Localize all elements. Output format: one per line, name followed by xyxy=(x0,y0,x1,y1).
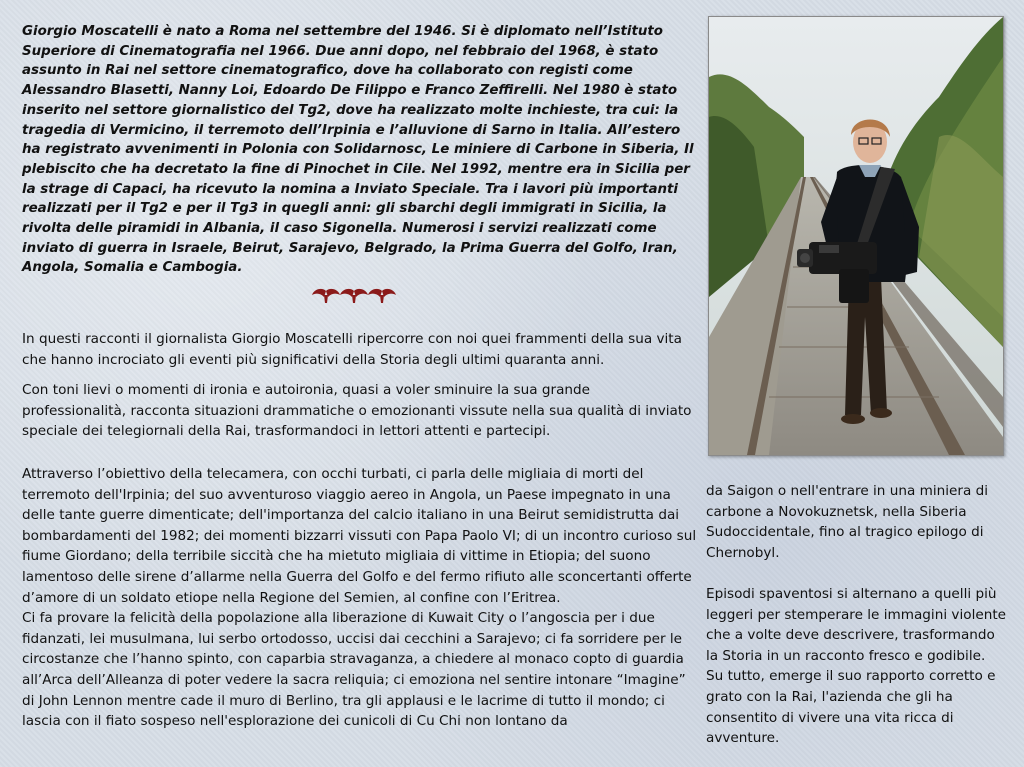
journalist-on-railway-photo xyxy=(708,16,1004,456)
continuation-paragraph: da Saigon o nell'entrare in una miniera di carbone a Novokuznetsk, nella Siberia Sudoccidentale, fino al tragico epilogo di Chernobyl. xyxy=(706,483,989,561)
stories-paragraph-part-1: Attraverso l’obiettivo della telecamera, con occhi turbati, ci parla delle migliaia di morti del terremoto dell'Irpinia; del suo avventuroso viaggio aereo in Angola, un Paese impegnato in una delle tante guerre dimenticate; dell'importanza del calcio italiano in una Beirut semidistrutta dai bombardamenti del 1982; dei momenti bizzarri vissuti con Papa Paolo VI; di un incontro curioso sul fiume Giordano; della terribile siccità che ha mietuto migliaia di vittime in Etiopia; del suono lamentoso delle sirene d’allarme nella Guerra del Golfo e del fermo rifiuto alle sconcertanti offerte d’amore di un soldato etiope nella Regione del Semien, al confine con l’Eritrea. xyxy=(22,466,697,606)
stories-paragraph-part-2: Ci fa provare la felicità della popolazione alla liberazione di Kuwait City o l’angoscia per i due fidanzati, lei musulmana, lui serbo ortodosso, uccisi dai cecchini a Sarajevo; ci fa sorridere per le circostanze che l’hanno spinto, con caparbia stravaganza, a chiedere al monaco copto di guardia all’Arca dell’Alleanza di poter vedere la sacra reliquia; ci emoziona nel sentire intonare “Imagine” di John Lennon mentre cade il muro di Berlino, tra gli applausi e le lacrime di tutto il mondo; ci lascia con il fiato sospeso nell'esplorazione dei cunicoli di Cu Chi non lontano da xyxy=(22,610,686,730)
stories-paragraph xyxy=(22,464,698,732)
floral-divider-icon xyxy=(306,287,402,305)
tone-paragraph: Con toni lievi o momenti di ironia e autoironia, quasi a voler sminuire la sua grande professionalità, racconta situazioni drammatiche o emozionanti vissute nella sua qualità di inviato speciale dei telegiornali della Rai, trasformandoci in lettori attenti e partecipi. xyxy=(22,382,692,440)
closing-paragraph: Episodi spaventosi si alternano a quelli più leggeri per stemperare le immagini violente che a volte deve descrivere, trasformando la Storia in un racconto fresco e godibile. Su tutto, emerge il suo rapporto corretto e grato con la Rai, l'azienda che gli ha consentito di vivere una vita ricca di avventure. xyxy=(706,586,1007,747)
intro-paragraph: In questi racconti il giornalista Giorgio Moscatelli ripercorre con noi quei frammenti della sua vita che hanno incrociato gli eventi più significativi della Storia degli ultimi quaranta anni. xyxy=(22,331,682,368)
author-bio: Giorgio Moscatelli è nato a Roma nel settembre del 1946. Si è diplomato nell’Istituto Superiore di Cinematografia nel 1966. Due anni dopo, nel febbraio del 1968, è stato assunto in Rai nel settore cinematografico, dove ha collaborato con registi come Alessandro Blasetti, Nanny Loi, Edoardo De Filippo e Franco Zeffirelli. Nel 1980 è stato inserito nel settore giornalistico del Tg2, dove ha realizzato molte inchieste, tra cui: la tragedia di Vermicino, il terremoto dell’Irpinia e l’alluvione di Sarno in Italia. All’estero ha registrato avvenimenti in Polonia con Solidarnosc, Le miniere di Carbone in Siberia, Il plebiscito che ha decretato la fine di Pinochet in Cile. Nel 1992, mentre era in Sicilia per la strage di Capaci, ha ricevuto la nomina a Inviato Speciale. Tra i lavori più importanti realizzati per il Tg2 e per il Tg3 in quegli anni: gli sbarchi degli immigrati in Sicilia, la rivolta delle piramidi in Albania, il caso Sigonella. Numerosi i servizi realizzati come inviato di guerra in Israele, Beirut, Sarajevo, Belgrado, la Prima Guerra del Golfo, Iran, Angola, Somalia e Cambogia. xyxy=(22,24,694,276)
